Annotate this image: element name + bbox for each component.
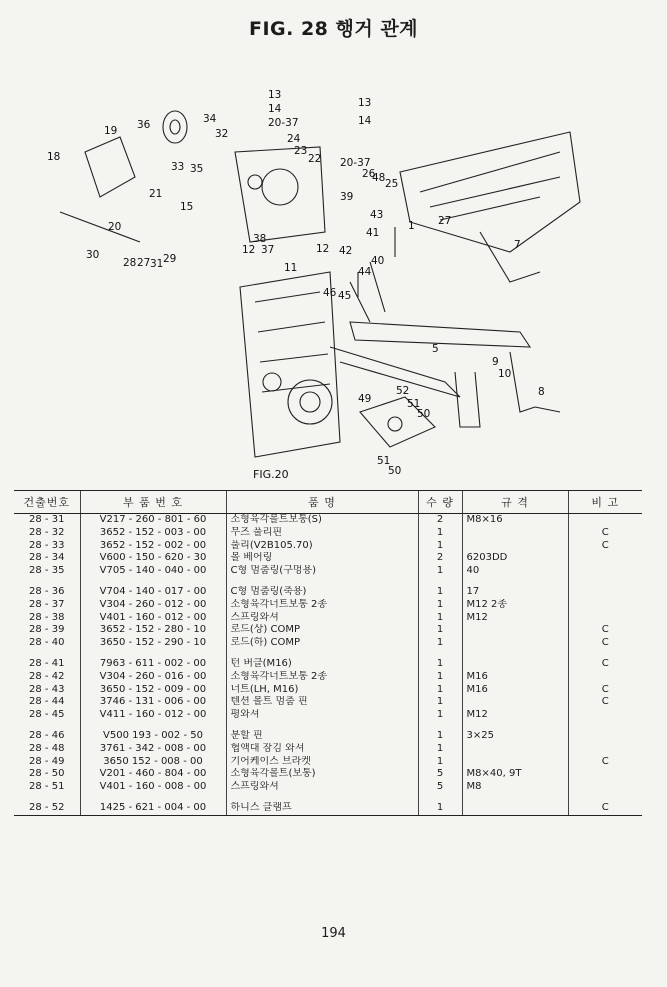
table-row [14,599,642,612]
spacer-cell [226,578,418,586]
spec-cell: M12 2종 [462,599,568,612]
ref-no-cell: 28 - 32 [29,526,65,538]
remark-cell: C [568,527,642,540]
part-number-cell: 3650 - 152 - 009 - 00 [80,684,226,697]
part-number-cell: V500 193 - 002 - 50 [80,730,226,743]
remark-cell [568,709,642,722]
page-number: 194 [321,926,346,941]
ref-no-cell: 28 - 36 [29,585,65,597]
table-row [14,730,642,743]
ref-no-cell: 28 - 44 [29,696,65,708]
part-name-cell: 스프링와셔 [226,612,418,625]
pulley-shape [163,111,187,143]
part-number-cell: 3652 - 152 - 002 - 00 [80,540,226,553]
parts-table [14,490,642,816]
callout-label: 40 [371,255,385,267]
table-row [14,586,642,599]
spec-cell: 17 [462,586,568,599]
quantity-cell: 2 [418,514,462,527]
spacer-cell [462,578,568,586]
callout-label: 34 [203,113,217,125]
table-row [14,709,642,722]
ref-no-cell: 28 - 42 [29,670,65,682]
remark-cell [568,781,642,794]
part-name-cell: 소형육각너트보통 2종 [226,599,418,612]
spec-cell [462,624,568,637]
remark-cell: C [568,756,642,769]
quantity-cell: 5 [418,781,462,794]
table-body [14,514,642,816]
callout-label: 7 [514,239,521,251]
callout-label: 45 [338,290,352,302]
callout-label: 24 [287,133,301,145]
quantity-cell: 1 [418,730,462,743]
part-number-cell: 3652 - 152 - 280 - 10 [80,624,226,637]
callout-label: 22 [308,153,322,165]
quantity-cell: 1 [418,802,462,815]
callout-label: 49 [358,393,372,405]
remark-cell [568,514,642,527]
part-number-cell: V304 - 260 - 012 - 00 [80,599,226,612]
spacer-cell [418,578,462,586]
spacer-cell [418,794,462,802]
callout-label: 48 [372,172,386,184]
callout-label: 9 [492,356,499,368]
ref-no-cell: 28 - 46 [29,729,65,741]
part-number-cell: 7963 - 611 - 002 - 00 [80,658,226,671]
remark-cell: C [568,802,642,815]
callout-label: 13 [268,89,282,101]
callout-label: 36 [137,119,151,131]
table-row [14,684,642,697]
spec-cell [462,658,568,671]
callout-label: 13 [358,97,372,109]
callout-label: 11 [284,262,298,274]
callout-label: 20-37 [268,117,299,129]
ref-no-cell: 28 - 31 [29,514,65,525]
header-part-name: 품 명 [226,491,418,514]
quantity-cell: 1 [418,599,462,612]
part-name-cell: 풀리(V2B105.70) [226,540,418,553]
spacer-cell [226,794,418,802]
spacer-cell [80,794,226,802]
quantity-cell: 1 [418,684,462,697]
spec-cell: M16 [462,671,568,684]
table-row [14,658,642,671]
part-number-cell: 3761 - 342 - 008 - 00 [80,743,226,756]
ref-no-cell: 28 - 34 [29,552,65,564]
spec-cell: M8 [462,781,568,794]
callout-label: 37 [261,244,275,256]
spacer-cell [568,722,642,730]
spacer-cell [14,578,80,586]
callout-label: 29 [163,253,177,265]
part-name-cell: 텐션 볼트 멈춤 핀 [226,696,418,709]
callout-label: 10 [498,368,512,380]
ref-no-cell: 28 - 33 [29,539,65,551]
remark-cell: C [568,696,642,709]
ref-no-cell: 28 - 38 [29,611,65,623]
spec-cell [462,637,568,650]
part-name-cell: 무즈 풀리핀 [226,527,418,540]
part-name-cell: 너트(LH, M16) [226,684,418,697]
spacer-cell [462,650,568,658]
spec-cell [462,743,568,756]
callout-label: 44 [358,266,372,278]
gearbox-outline [240,272,340,457]
part-number-cell: 3746 - 131 - 006 - 00 [80,696,226,709]
table-row [14,696,642,709]
part-name-cell: 로드(상) COMP [226,624,418,637]
remark-cell [568,730,642,743]
table-header-row [14,491,642,514]
callout-label: 25 [385,178,399,190]
quantity-cell: 1 [418,637,462,650]
remark-cell [568,743,642,756]
ref-no-cell: 28 - 43 [29,683,65,695]
quantity-cell: 1 [418,586,462,599]
spec-cell [462,802,568,815]
spec-cell [462,756,568,769]
callout-label: 52 [396,385,410,397]
ref-no-cell: 28 - 37 [29,598,65,610]
ref-no-cell: 28 - 49 [29,755,65,767]
part-name-cell: 소형육각너트보통 2종 [226,671,418,684]
spec-cell: 3×25 [462,730,568,743]
quantity-cell: 1 [418,671,462,684]
table-row [14,637,642,650]
table-row [14,802,642,815]
ref-no-cell: 28 - 52 [14,802,80,815]
callout-label: 30 [86,249,100,261]
callout-label: 50 [417,408,431,420]
callout-label: 18 [47,151,61,163]
callout-label: 12 [316,243,330,255]
remark-cell [568,671,642,684]
table-row [14,612,642,625]
callout-label: 27 [137,257,151,269]
part-name-cell: 협액대 잠김 와셔 [226,743,418,756]
quantity-cell: 2 [418,552,462,565]
header-spec: 규 격 [462,491,568,514]
spec-cell [462,527,568,540]
callout-label: 8 [538,386,545,398]
spec-cell: M12 [462,709,568,722]
part-name-cell: 소형육각볼트보통(S) [226,514,418,527]
ref-no-cell: 28 - 48 [29,742,65,754]
part-name-cell: 기어케이스 브라켓 [226,756,418,769]
spacer-cell [14,794,80,802]
quantity-cell: 1 [418,527,462,540]
callout-label: 15 [180,201,194,213]
part-name-cell: 스프링와셔 [226,781,418,794]
quantity-cell: 1 [418,696,462,709]
spacer-cell [418,722,462,730]
ref-no-cell: 28 - 51 [29,781,65,793]
remark-cell: C [568,540,642,553]
ref-no-cell: 28 - 35 [29,565,65,577]
spec-cell: M8×16 [462,514,568,527]
part-name-cell: C형 멈춤링(구멍용) [226,565,418,578]
callout-label: 12 [242,244,256,256]
callout-label: 23 [294,145,308,157]
quantity-cell: 1 [418,743,462,756]
table-row [14,565,642,578]
callout-label: 51 [407,398,421,410]
table-row [14,756,642,769]
spec-cell [462,540,568,553]
remark-cell [568,768,642,781]
table-row [14,781,642,794]
spacer-cell [568,578,642,586]
part-name-cell: 평와셔 [226,709,418,722]
part-number-cell: V401 - 160 - 008 - 00 [80,781,226,794]
part-number-cell: 3650 - 152 - 290 - 10 [80,637,226,650]
remark-cell: C [568,684,642,697]
callout-label: 35 [190,163,204,175]
header-part-number: 부 품 번 호 [80,491,226,514]
part-number-cell: V705 - 140 - 040 - 00 [80,565,226,578]
part-number-cell: 3652 - 152 - 003 - 00 [80,527,226,540]
row-group-spacer [14,578,642,586]
callout-label: 41 [366,227,380,239]
callout-label: 20 [108,221,122,233]
callout-label: 51 [377,455,391,467]
quantity-cell: 1 [418,709,462,722]
table-row [14,527,642,540]
header-ref-no: 건출번호 [14,491,80,514]
ref-no-cell: 28 - 45 [29,709,65,721]
part-number-cell: V201 - 460 - 804 - 00 [80,768,226,781]
table-row [14,540,642,553]
spacer-cell [462,794,568,802]
spec-cell: 6203DD [462,552,568,565]
callout-label: 31 [150,258,164,270]
remark-cell [568,586,642,599]
spacer-cell [14,722,80,730]
callout-label: 50 [388,465,402,477]
quantity-cell: 1 [418,658,462,671]
part-name-cell: 로드(하) COMP [226,637,418,650]
callout-label: 19 [104,125,118,137]
part-number-cell: V704 - 140 - 017 - 00 [80,586,226,599]
hanger-rod [350,322,530,347]
callout-label: 21 [149,188,163,200]
callout-label: 20-37 [340,157,371,169]
table-row [14,768,642,781]
callout-label: 27 [438,215,452,227]
remark-cell [568,552,642,565]
header-quantity: 수 량 [418,491,462,514]
table-row [14,743,642,756]
table-row [14,624,642,637]
spec-cell: M12 [462,612,568,625]
spacer-cell [80,722,226,730]
callout-label: 38 [253,233,267,245]
ref-no-cell: 28 - 40 [29,637,65,649]
ref-no-cell: 28 - 39 [29,624,65,636]
remark-cell: C [568,658,642,671]
remark-cell: C [568,624,642,637]
part-name-cell: 소형육각볼트(보통) [226,768,418,781]
callout-label: 46 [323,287,337,299]
callout-label: 32 [215,128,229,140]
quantity-cell: 1 [418,612,462,625]
quantity-cell: 5 [418,768,462,781]
callout-label: 28 [123,257,137,269]
row-group-spacer [14,794,642,802]
part-number-cell: 3650 152 - 008 - 00 [80,756,226,769]
part-name-cell: 턴 버클(M16) [226,658,418,671]
callout-label: 14 [358,115,372,127]
callout-label: 14 [268,103,282,115]
spacer-cell [80,650,226,658]
row-group-spacer [14,722,642,730]
part-name-cell: 분할 핀 [226,730,418,743]
spacer-cell [418,650,462,658]
callout-label: 42 [339,245,353,257]
header-remarks: 비 고 [568,491,642,514]
page-title: FIG. 28 행거 관계 [248,18,419,40]
spacer-cell [80,578,226,586]
remark-cell [568,565,642,578]
quantity-cell: 1 [418,756,462,769]
spacer-cell [226,722,418,730]
callout-label: 1 [408,220,415,232]
row-group-spacer [14,650,642,658]
remark-cell [568,612,642,625]
spacer-cell [568,794,642,802]
figure-caption: FIG.20 [253,468,289,481]
part-name-cell: 볼 베어링 [226,552,418,565]
table-row [14,552,642,565]
spacer-cell [226,650,418,658]
part-number-cell: V401 - 160 - 012 - 00 [80,612,226,625]
callout-label: 39 [340,191,354,203]
table-row [14,514,642,527]
part-number-cell: 1425 - 621 - 004 - 00 [80,802,226,815]
part-number-cell: V304 - 260 - 016 - 00 [80,671,226,684]
spec-cell [462,696,568,709]
part-name-cell: C형 멈춤링(축용) [226,586,418,599]
part-number-cell: V600 - 150 - 620 - 30 [80,552,226,565]
quantity-cell: 1 [418,565,462,578]
callout-label: 26 [362,168,376,180]
ref-no-cell: 28 - 50 [29,768,65,780]
spacer-cell [568,650,642,658]
callout-label: 5 [432,343,439,355]
part-number-cell: V411 - 160 - 012 - 00 [80,709,226,722]
exploded-parts-diagram [40,82,630,482]
quantity-cell: 1 [418,624,462,637]
part-name-cell: 하니스 클램프 [226,802,418,815]
part-number-cell: V217 - 260 - 801 - 60 [80,514,226,527]
spec-cell: 40 [462,565,568,578]
spacer-cell [462,722,568,730]
remark-cell [568,599,642,612]
remark-cell: C [568,637,642,650]
table-row [14,671,642,684]
spec-cell: M16 [462,684,568,697]
spacer-cell [14,650,80,658]
ref-no-cell: 28 - 41 [29,657,65,669]
spec-cell: M8×40, 9T [462,768,568,781]
callout-label: 33 [171,161,185,173]
callout-label: 43 [370,209,384,221]
frame-outline [400,132,580,252]
quantity-cell: 1 [418,540,462,553]
